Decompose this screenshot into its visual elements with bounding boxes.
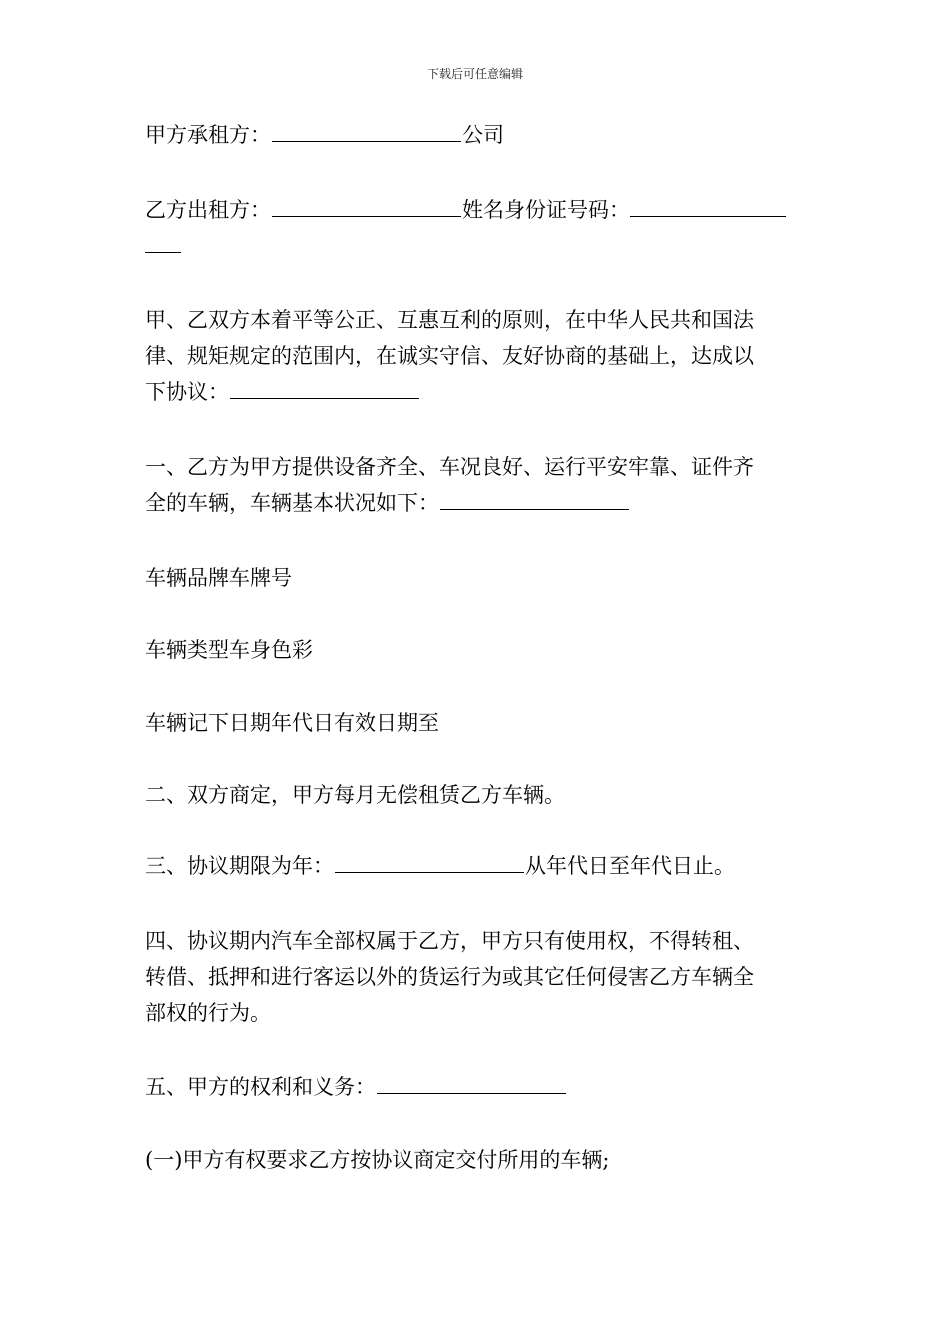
clause-3-suffix: 从年代日至年代日止。 (525, 854, 735, 878)
clause-3-label: 三、协议期限为年： (145, 854, 334, 878)
clause-5-item-1-line: (一)甲方有权要求乙方按协议商定交付所用的车辆; (145, 1148, 610, 1172)
clause-1-line-2 (145, 485, 810, 521)
party-b-line (145, 192, 810, 228)
intro-blank (230, 375, 419, 399)
party-a-blank (272, 118, 461, 142)
party-a-label: 甲方承租方： (145, 123, 271, 147)
intro-line-2: 律、规矩规定的范围内，在诚实守信、友好协商的基础上，达成以 (145, 344, 754, 368)
party-b-id-blank-continued (145, 228, 810, 264)
party-b-id-label: 姓名身份证号码： (462, 198, 630, 222)
party-b-label: 乙方出租方： (145, 198, 271, 222)
clause-5-line (145, 1069, 810, 1105)
party-b-blank (272, 193, 461, 217)
party-a-line (145, 117, 810, 153)
clause-2-line: 二、双方商定，甲方每月无偿租赁乙方车辆。 (145, 783, 565, 807)
party-b-id-blank-tail (145, 229, 181, 253)
clause-5-label: 五、甲方的权利和义务： (145, 1075, 376, 1099)
clause-4-line-1: 四、协议期内汽车全部权属于乙方，甲方只有使用权，不得转租、 (145, 929, 754, 953)
intro-line-1: 甲、乙双方本着平等公正、互惠互利的原则，在中华人民共和国法 (145, 308, 754, 332)
vehicle-brand-line: 车辆品牌车牌号 (145, 566, 292, 590)
intro-line-3 (145, 374, 810, 410)
intro-label: 下协议： (145, 380, 229, 404)
clause-1-blank (440, 486, 629, 510)
vehicle-type-line: 车辆类型车身色彩 (145, 638, 313, 662)
party-b-id-blank (630, 193, 786, 217)
clause-3-line (145, 848, 810, 884)
header-note: 下载后可任意编辑 (426, 67, 523, 81)
clause-4-line-3: 部权的行为。 (145, 1001, 271, 1025)
clause-3-blank (335, 849, 524, 873)
clause-1-line-1: 一、乙方为甲方提供设备齐全、车况良好、运行平安牢靠、证件齐 (145, 455, 754, 479)
party-a-suffix: 公司 (462, 123, 504, 147)
clause-1-label: 全的车辆，车辆基本状况如下： (145, 491, 439, 515)
clause-5-blank (377, 1070, 566, 1094)
clause-4-line-2: 转借、抵押和进行客运以外的货运行为或其它任何侵害乙方车辆全 (145, 965, 754, 989)
vehicle-date-line: 车辆记下日期年代日有效日期至 (145, 711, 439, 735)
